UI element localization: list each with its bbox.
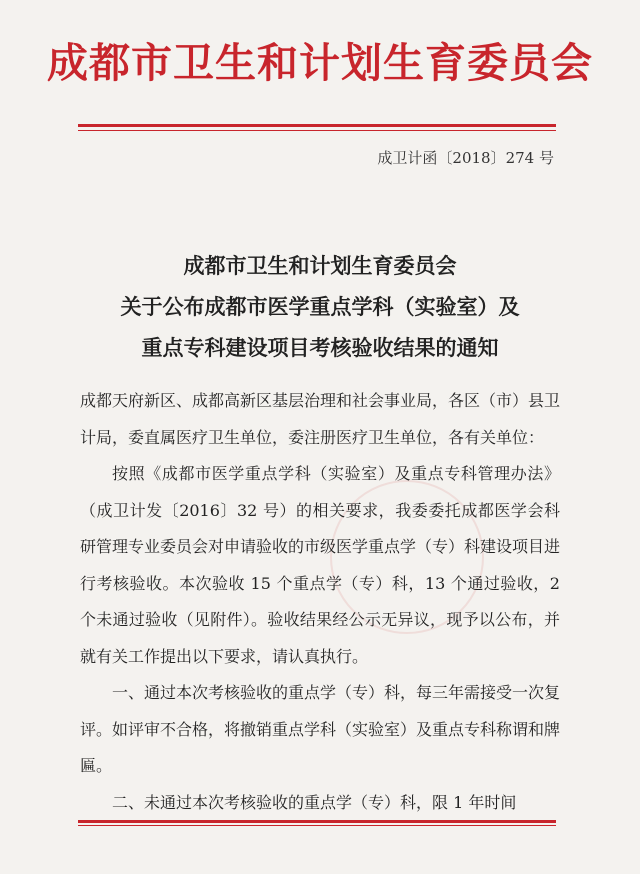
letterhead-rule-thick [78, 124, 556, 127]
notice-title-line-3: 重点专科建设项目考核验收结果的通知 [141, 335, 499, 360]
document-number: 成卫计函〔2018〕274 号 [377, 149, 554, 167]
notice-title-line-1: 成都市卫生和计划生育委员会 [183, 253, 457, 278]
footer-rule-thick [78, 820, 556, 823]
body-paragraph-2: 一、通过本次考核验收的重点学（专）科，每三年需接受一次复评。如评审不合格，将撤销重点学科（实验室）及重点专科称谓和牌匾。 [80, 683, 561, 775]
letterhead-org-name: 成都市卫生和计划生育委员会 [47, 39, 593, 87]
notice-body [80, 383, 560, 821]
footer-rule-thin [78, 825, 556, 826]
letterhead-rule-thin [78, 130, 556, 131]
notice-title-line-2: 关于公布成都市医学重点学科（实验室）及 [120, 294, 520, 319]
body-paragraph-1: 按照《成都市医学重点学科（实验室）及重点专科管理办法》（成卫计发〔2016〕32 号）的相关要求，我委委托成都医学会科研管理专业委员会对申请验收的市级医学重点学（专）科建设项目进行考核验收。本次验收 15 个重点学（专）科，13 个通过验收，2 个未通过验收（见附件）。验收结果经公示无异议，现予以公布，并就有关工作提出以下要求，请认真执行。 [80, 464, 561, 666]
salutation: 成都天府新区、成都高新区基层治理和社会事业局，各区（市）县卫计局，委直属医疗卫生单位，委注册医疗卫生单位，各有关单位： [80, 391, 561, 447]
notice-title [0, 245, 640, 368]
body-paragraph-3: 二、未通过本次考核验收的重点学（专）科，限 1 年时间 [112, 792, 517, 812]
